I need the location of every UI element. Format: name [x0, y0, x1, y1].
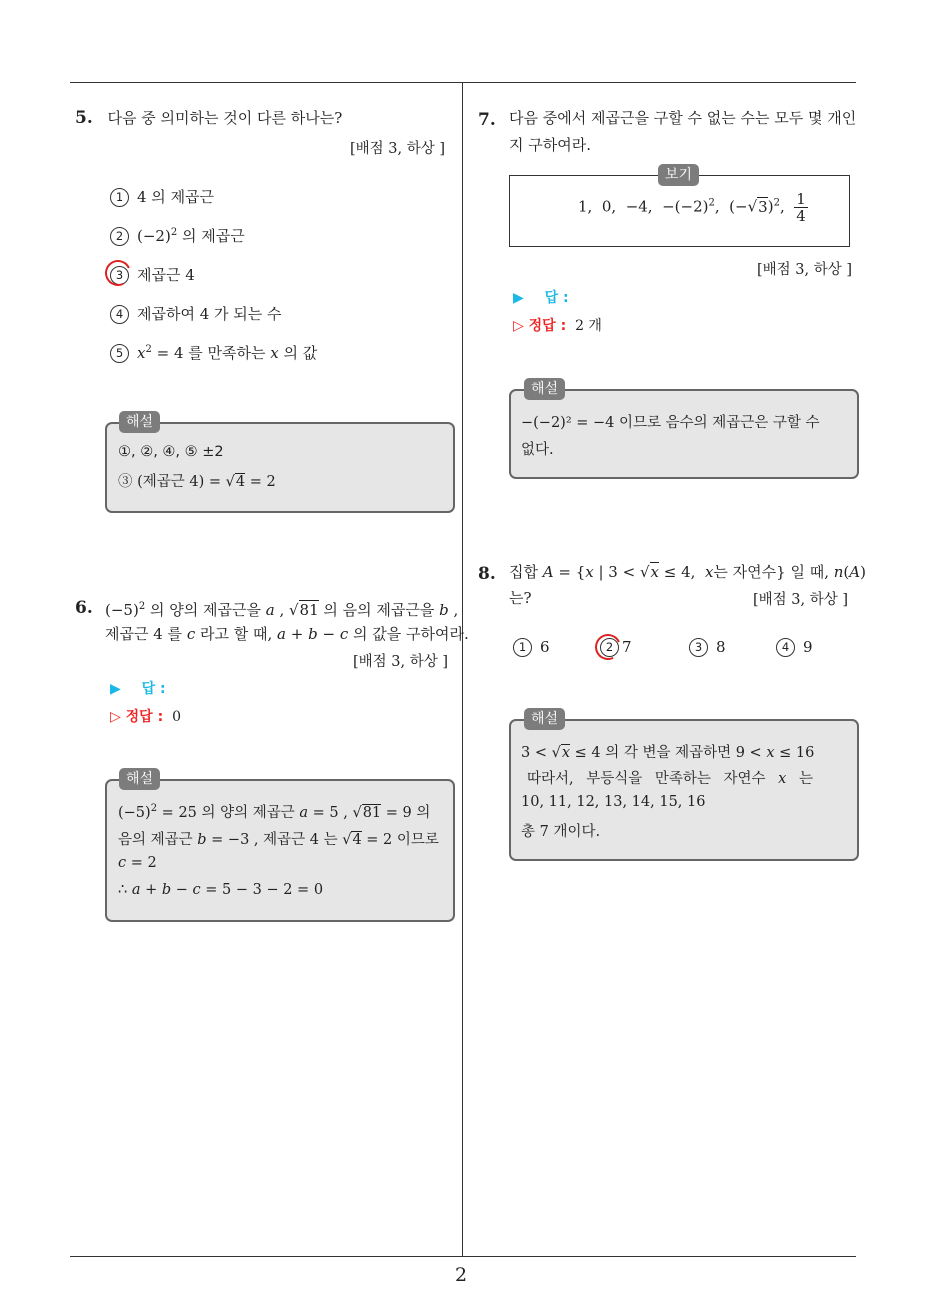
- explanation-line: 없다.: [521, 442, 554, 458]
- choice-text: $x^2 = 4$ 를 만족하는 x 의 값: [137, 344, 318, 362]
- explanation-line: ∴ a + b − c = 5 − 3 − 2 = 0: [118, 882, 324, 898]
- explanation-box: [509, 389, 859, 479]
- bottom-rule: [70, 1256, 856, 1257]
- explanation-tag: 해설: [119, 768, 160, 790]
- explanation-line: 3 < √x ≤ 4 의 각 변을 제곱하면 9 < x ≤ 16: [521, 745, 815, 761]
- play-icon: ▶: [110, 681, 121, 697]
- choice-text: 제곱하여 4 가 되는 수: [137, 305, 282, 323]
- choice-number: 4: [110, 305, 129, 324]
- choice-5[interactable]: [110, 342, 317, 363]
- choice-number: 4: [776, 638, 795, 657]
- correct-answer-row: [513, 315, 602, 335]
- choice-number: 1: [110, 188, 129, 207]
- score-meta: [배점 3, 하상 ]: [350, 141, 446, 157]
- question-number: 5.: [75, 108, 93, 128]
- question-text-line-2: 지 구하여라.: [509, 136, 591, 154]
- choice-text: 4 의 제곱근: [137, 188, 215, 206]
- question-number: 8.: [478, 564, 496, 584]
- correct-value: 2 개: [575, 318, 602, 334]
- score-meta: [배점 3, 하상 ]: [353, 654, 449, 670]
- play-icon: ▶: [513, 290, 524, 306]
- explanation-tag: 해설: [524, 708, 565, 730]
- choice-2[interactable]: [110, 225, 245, 246]
- choice-number: 3: [110, 266, 129, 285]
- choice-text: $(-2)^2$ 의 제곱근: [137, 227, 245, 245]
- choice-text: 6: [540, 638, 550, 656]
- explanation-line: $(-5)^2 = 25$ 의 양의 제곱근 a = 5 , √81 = 9 의: [118, 803, 431, 821]
- explanation-tag: 해설: [524, 378, 565, 400]
- question-text-line-2: 는?: [509, 589, 532, 607]
- question-text-line-1: 다음 중에서 제곱근을 구할 수 없는 수는 모두 몇 개인: [509, 109, 857, 127]
- choice-3[interactable]: [689, 638, 726, 657]
- correct-answer-row: [110, 706, 181, 726]
- explanation-line: ①, ②, ④, ⑤ ±2: [118, 444, 224, 460]
- question-text-line-1: 집합 A = {x | 3 < √x ≤ 4, x는 자연수} 일 때, n(A): [509, 563, 866, 581]
- question-number: 6.: [75, 598, 93, 618]
- answer-label: 답 :: [141, 681, 166, 697]
- explanation-line: 따라서, 부등식을 만족하는 자연수 x 는: [527, 771, 813, 787]
- correct-label: 정답 :: [528, 318, 567, 334]
- choice-text: 9: [803, 638, 813, 656]
- explanation-tag: 해설: [119, 411, 160, 433]
- choice-number: 3: [689, 638, 708, 657]
- choice-4[interactable]: [110, 303, 282, 324]
- choice-number: 5: [110, 344, 129, 363]
- play-outline-icon: ▷: [110, 709, 121, 725]
- choice-number: 2: [110, 227, 129, 246]
- question-number: 7.: [478, 110, 496, 130]
- score-meta: [배점 3, 하상 ]: [753, 592, 849, 608]
- question-text: 다음 중 의미하는 것이 다른 하나는?: [107, 109, 343, 127]
- choice-text: 7: [622, 638, 632, 656]
- explanation-box: [105, 422, 455, 513]
- explanation-line: ③ (제곱근 4) = √4 = 2: [118, 474, 276, 490]
- explanation-line: −(−2)² = −4 이므로 음수의 제곱근은 구할 수: [521, 415, 820, 431]
- choice-number: 1: [513, 638, 532, 657]
- play-outline-icon: ▷: [513, 318, 524, 334]
- example-content: 1, 0, −4, $-(-2)^2$, $(-√3)^2$, $\frac{1}{4}$: [578, 190, 806, 225]
- top-rule: [70, 82, 856, 83]
- correct-label: 정답 :: [125, 709, 164, 725]
- explanation-line: c = 2: [118, 855, 157, 871]
- column-divider: [462, 83, 463, 1256]
- question-text-line-2: 제곱근 4 를 c 라고 할 때, a + b − c 의 값을 구하여라.: [105, 625, 469, 643]
- choice-1[interactable]: [513, 638, 550, 657]
- example-tag: 보기: [658, 164, 699, 186]
- page-number: 2: [455, 1264, 468, 1286]
- correct-value: 0: [172, 709, 181, 725]
- answer-row[interactable]: [110, 678, 166, 698]
- choice-1[interactable]: [110, 186, 214, 207]
- choice-text: 8: [716, 638, 726, 656]
- explanation-line: 음의 제곱근 b = −3 , 제곱근 4 는 √4 = 2 이므로: [118, 832, 439, 848]
- choice-number: 2: [600, 638, 619, 657]
- selected-answer-mark: [591, 630, 624, 663]
- explanation-line: 총 7 개이다.: [521, 824, 601, 840]
- answer-row[interactable]: [513, 287, 569, 307]
- choice-text: 제곱근 4: [137, 266, 195, 284]
- answer-label: 답 :: [544, 290, 569, 306]
- explanation-line: 10, 11, 12, 13, 14, 15, 16: [521, 794, 706, 810]
- question-text-line-1: $(-5)^2$ 의 양의 제곱근을 a , √81 의 음의 제곱근을 b ,: [105, 601, 459, 619]
- choice-4[interactable]: [776, 638, 813, 657]
- score-meta: [배점 3, 하상 ]: [757, 262, 853, 278]
